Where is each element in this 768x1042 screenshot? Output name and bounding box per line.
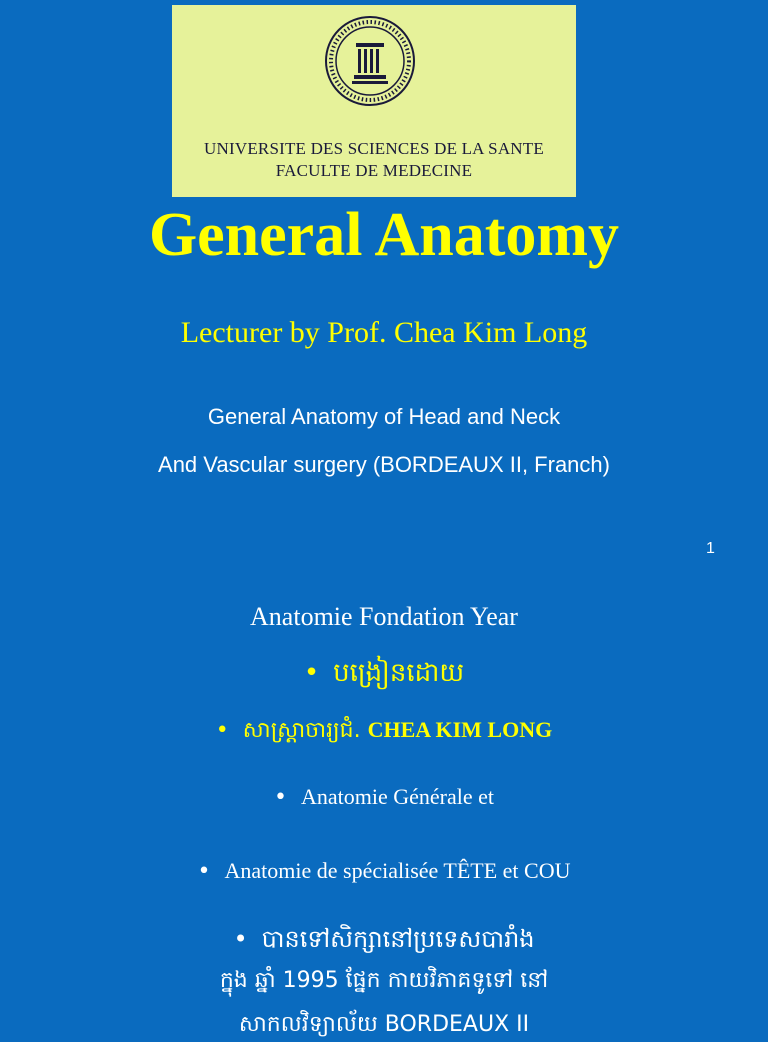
page-title: General Anatomy [148,201,620,269]
bullet-specialized-anatomy [0,858,768,884]
university-logo [172,5,576,197]
subtitle-head-neck: General Anatomy of Head and Neck [207,404,561,429]
page-number: 1 [706,540,715,557]
bullet-general-anatomy [0,784,768,810]
bullet-text: Anatomie Générale et [300,784,494,809]
logo-faculty-name: FACULTE DE MEDECINE [275,161,473,180]
university-line: សាកលវិទ្យាល័យ BORDEAUX II [238,1012,530,1037]
bullet-studied-in-france [0,924,768,959]
logo-university-name: UNIVERSITE DES SCIENCES DE LA SANTE [204,139,544,158]
bullet-dot: • [233,925,248,953]
university-seal-icon [322,11,418,111]
study-year-line: ក្នុង ឆ្នាំ 1995 ផ្នែក កាយវិភាគទូទៅ នៅ [219,968,549,993]
bullet-dot: • [215,718,229,743]
lecturer-line: Lecturer by Prof. Chea Kim Long [180,316,588,349]
bullet-taught-by [0,656,768,694]
bullet-dot: • [303,658,320,688]
subtitle-vascular-surgery: And Vascular surgery (BORDEAUX II, Franch) [158,452,610,477]
bullet-text: Anatomie de spécialisée TÊTE et COU [224,858,571,883]
bullet-dot: • [197,859,211,884]
bullet-text: បានទៅសិក្សានៅប្រទេសបារាំង [261,925,535,953]
bullet-dot: • [274,785,287,810]
bullet-professor-name: CHEA KIM LONG [367,717,553,742]
slide-title: Anatomie Fondation Year [250,602,518,631]
bullet-professor-khmer: សាស្រ្តាចារ្យជំ. [242,718,368,743]
bullet-text: បង្រៀនដោយ [333,658,465,688]
bullet-professor [0,716,768,748]
